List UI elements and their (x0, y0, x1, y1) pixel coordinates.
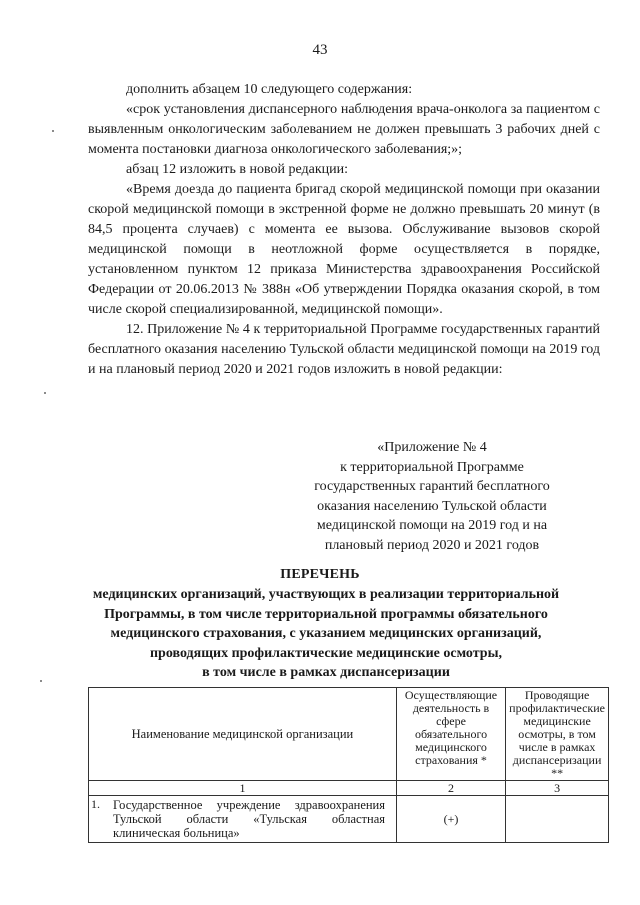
row-oms-mark: (+) (396, 796, 505, 843)
scan-speck (40, 680, 42, 682)
subtitle-line: проводящих профилактические медицинские осмотры, (149, 645, 503, 661)
page-number: 43 (312, 42, 328, 58)
row-number: 1. (91, 797, 100, 811)
scan-speck (52, 130, 54, 132)
table-column-numbers-row (89, 781, 609, 796)
row-org-cell (89, 796, 397, 843)
organizations-table (88, 687, 609, 843)
subtitle-line: медицинских организаций, участвующих в реализации территориальной (92, 587, 560, 602)
header-oms: Осуществляющие деятельность в сфере обязательного медицинского страхования * (396, 688, 505, 781)
annex-line: государственных гарантий бесплатного (314, 479, 550, 494)
annex-line: медицинской помощи на 2019 год и на (316, 518, 548, 533)
table-row (89, 796, 609, 843)
subtitle-line: медицинского страхования, с указанием медицинских организаций, (110, 626, 542, 641)
annex-header (292, 438, 572, 555)
paragraph-quote-ambulance: «Время доезда до пациента бригад скорой медицинской помощи при оказании скорой медицинской помощи в экстренной форме не должно превышать 20 минут (в 84,5 процента случаев) с момента ее вызова. Обслуживание вызовов скорой медицинской помощи в неотложной форме осуществляется в порядке, установленном пунктом 12 приказа Министерства здравоохранения Российской Федерации от 20.06.2013 № 388н «Об утверждении Порядка оказания скорой, в том числе скорой специализированной, медицинской помощи». (88, 182, 600, 317)
header-prof-exams: Проводящие профилактические медицинские осмотры, в том числе в рамках диспансеризации ** (506, 688, 609, 781)
paragraph-item-12: 12. Приложение № 4 к территориальной Программе государственных гарантий бесплатного оказания населению Тульской области медицинской помощи на 2019 год и на плановый период 2020 и 2021 годов изложить в новой редакции: (88, 322, 600, 377)
body-text (88, 80, 600, 380)
column-number: 1 (89, 781, 397, 796)
annex-line: к территориальной Программе (340, 459, 524, 475)
row-org-name: Государственное учреждение здравоохранения Тульской области «Тульская областная клиническая больница» (113, 798, 385, 840)
subtitle-line: Программы, в том числе территориальной программы обязательного (104, 606, 548, 622)
paragraph-amend-10: дополнить абзацем 10 следующего содержания: (126, 82, 413, 97)
row-prof-mark (506, 796, 609, 843)
scan-speck (44, 392, 46, 394)
annex-line: оказания населению Тульской области (317, 498, 547, 514)
column-number: 3 (506, 781, 609, 796)
table-header-row (89, 688, 609, 781)
subtitle-line: в том числе в рамках диспансеризации (202, 665, 450, 680)
column-number: 2 (396, 781, 505, 796)
list-subtitle (70, 585, 582, 683)
paragraph-amend-12: абзац 12 изложить в новой редакции: (126, 162, 349, 177)
annex-line: «Приложение № 4 (377, 440, 487, 455)
paragraph-quote-oncology: «срок установления диспансерного наблюдения врача-онколога за пациентом с выявленным онкологическим заболеванием не должен превышать 3 рабочих дней с момента постановки диагноза онкологического заболевания;»; (88, 102, 600, 157)
list-title: ПЕРЕЧЕНЬ (280, 567, 360, 582)
annex-line: плановый период 2020 и 2021 годов (324, 537, 540, 553)
header-org-name: Наименование медицинской организации (89, 688, 397, 781)
